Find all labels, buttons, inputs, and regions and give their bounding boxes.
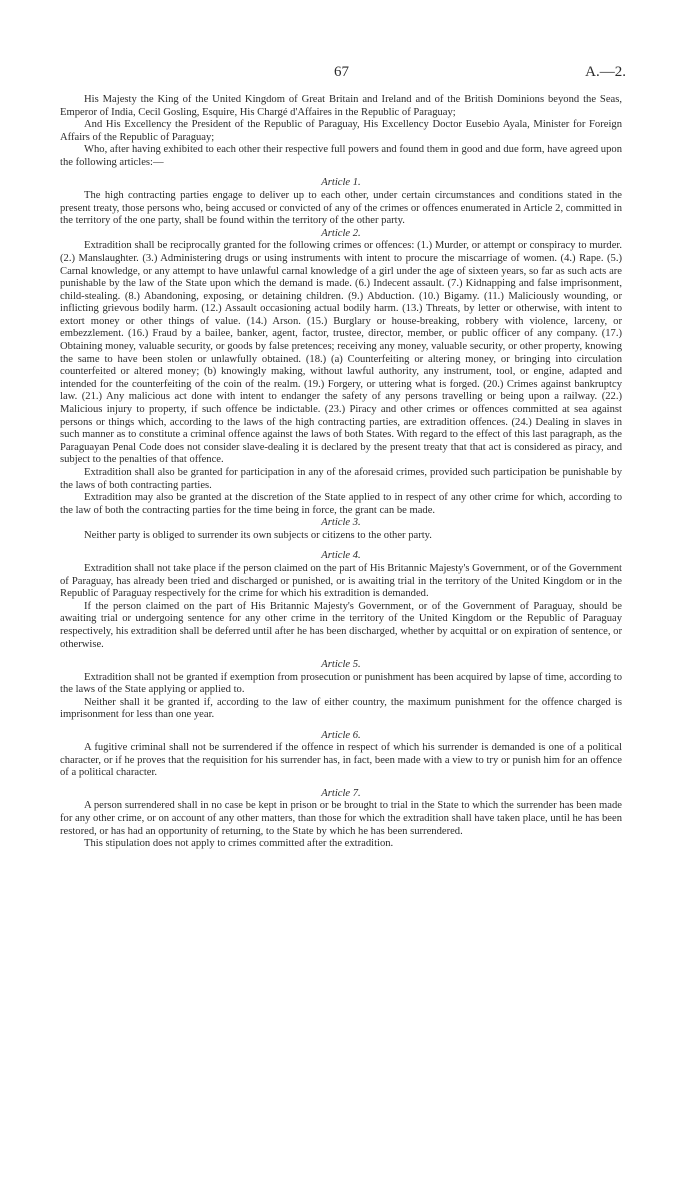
document-reference: A.—2. — [585, 64, 626, 80]
article-heading: Article 7. — [321, 787, 361, 799]
paragraph: And His Excellency the President of the Republic of Paraguay, His Excellency Doctor Eusebio Ayala, Minister for Foreign Affairs of the Republic of Paraguay; — [60, 119, 622, 143]
article-heading: Article 3. — [321, 517, 361, 529]
paragraph: Who, after having exhibited to each other their respective full powers and found them in good and due form, have agreed upon the following articles:— — [60, 144, 622, 168]
article-heading: Article 2. — [321, 227, 361, 239]
paragraph: A fugitive criminal shall not be surrendered if the offence in respect of which his surrender is demanded is one of a political character, or if he proves that the requisition for his surrender has, in fact, been made with a view to try or punish him for an offence of a political character. — [60, 742, 622, 779]
page-number: 67 — [334, 64, 349, 80]
paragraph: His Majesty the King of the United Kingdom of Great Britain and Ireland and of the British Dominions beyond the Seas, Emperor of India, Cecil Gosling, Esquire, His Chargé d'Affaires in the Republic of Paraguay; — [60, 94, 622, 118]
paragraph: If the person claimed on the part of His Britannic Majesty's Government, or of the Government of Paraguay, should be awaiting trial or undergoing sentence for any other crime in the territory of the United Kingdom or the Republic of Paraguay respectively, his extradition shall be deferred until after he has been discharged, whether by acquittal or on expiration of sentence, or otherwise. — [60, 600, 622, 650]
article-heading: Article 4. — [321, 550, 361, 562]
paragraph: Extradition shall not take place if the person claimed on the part of His Britannic Majesty's Government, or of the Government of Paraguay, has already been tried and discharged or punished, or is awaiting trial in the territory of the United Kingdom or in the Republic of Paraguay respectively for the crime for which his extradition is demanded. — [60, 562, 622, 600]
paragraph: A person surrendered shall in no case be kept in prison or be brought to trial in the State to which the surrender has been made for any other crime, or on account of any other matters, than those for which the extradition shall have taken place, until he has been restored, or has had an opportunity of returning, to the State by which he has been surrendered. — [60, 800, 622, 837]
article-heading: Article 5. — [321, 658, 361, 670]
paragraph: Extradition may also be granted at the discretion of the State applied to in respect of any other crime for which, according to the law of both the contracting parties for the time being in force, the grant can be made. — [60, 492, 622, 516]
paragraph: Extradition shall also be granted for participation in any of the aforesaid crimes, provided such participation be punishable by the laws of both contracting parties. — [60, 467, 622, 491]
article-heading: Article 1. — [321, 177, 361, 189]
paragraph: Extradition shall be reciprocally granted for the following crimes or offences: (1.) Murder, or attempt or conspiracy to murder. (2.) Manslaughter. (3.) Administering drugs or using instruments with intent to procure the miscarriage of women. (4.) Rape. (5.) Carnal knowledge, or any attempt to have unlawful carnal knowledge of a girl under the age of sixteen years, so far as such acts are punishable by the law of the State upon which the demand is made. (6.) Indecent assault. (7.) Kidnapping and false imprisonment, child-stealing. (8.) Abandoning, exposing, or detaining children. (9.) Abduction. (10.) Bigamy. (11.) Maliciously wounding, or inflicting grievous bodily harm. (12.) Assault occasioning actual bodily harm. (13.) Threats, by letter or otherwise, with intent to extort money or other things of value. (14.) Arson. (15.) Burglary or house-breaking, robbery with violence, larceny, or embezzlement. (16.) Fraud by a bailee, banker, agent, factor, trustee, director, member, or public officer of any company. (17.) Obtaining money, valuable security, or goods by false pretences; receiving any money, valuable security, or other property, knowing the same to have been stolen or unlawfully obtained. (18.) (a) Counterfeiting or altering money, or bringing into circulation counterfeited or altered money; (b) knowingly making, without lawful authority, any instrument, tool, or engine, adapted and intended for the counterfeiting of the coin of the realm. (19.) Forgery, or uttering what is forged. (20.) Crimes against bankruptcy law. (21.) Any malicious act done with intent to endanger the safety of any persons travelling or being upon a railway. (22.) Malicious injury to property, if such offence be indictable. (23.) Piracy and other crimes or offences committed at sea against persons or things which, according to the laws of the high contracting parties, are extradition offences. (24.) Dealing in slaves in such manner as to constitute a criminal offence against the laws of both States. With regard to the effect of this last paragraph, as the Paraguayan Penal Code does not consider slave-dealing it is declared by the present treaty that that act is considered as piracy, and subject to the penalties of that offence. — [60, 240, 622, 466]
treaty-text — [60, 94, 622, 851]
paragraph: Neither party is obliged to surrender its own subjects or citizens to the other party. — [84, 529, 432, 541]
paragraph: Extradition shall not be granted if exemption from prosecution or punishment has been acquired by lapse of time, according to the laws of the State applying or applied to. — [60, 671, 622, 696]
article-heading: Article 6. — [321, 729, 361, 741]
page-header — [0, 64, 700, 84]
paragraph: Neither shall it be granted if, according to the law of either country, the maximum punishment for the offence charged is imprisonment for less than one year. — [60, 696, 622, 721]
paragraph: The high contracting parties engage to deliver up to each other, under certain circumstances and conditions stated in the present treaty, those persons who, being accused or convicted of any of the crimes or offences enumerated in Article 2, committed in the territory of the one party, shall be found within the territory of the other party. — [60, 189, 622, 227]
paragraph: This stipulation does not apply to crimes committed after the extradition. — [84, 838, 394, 850]
